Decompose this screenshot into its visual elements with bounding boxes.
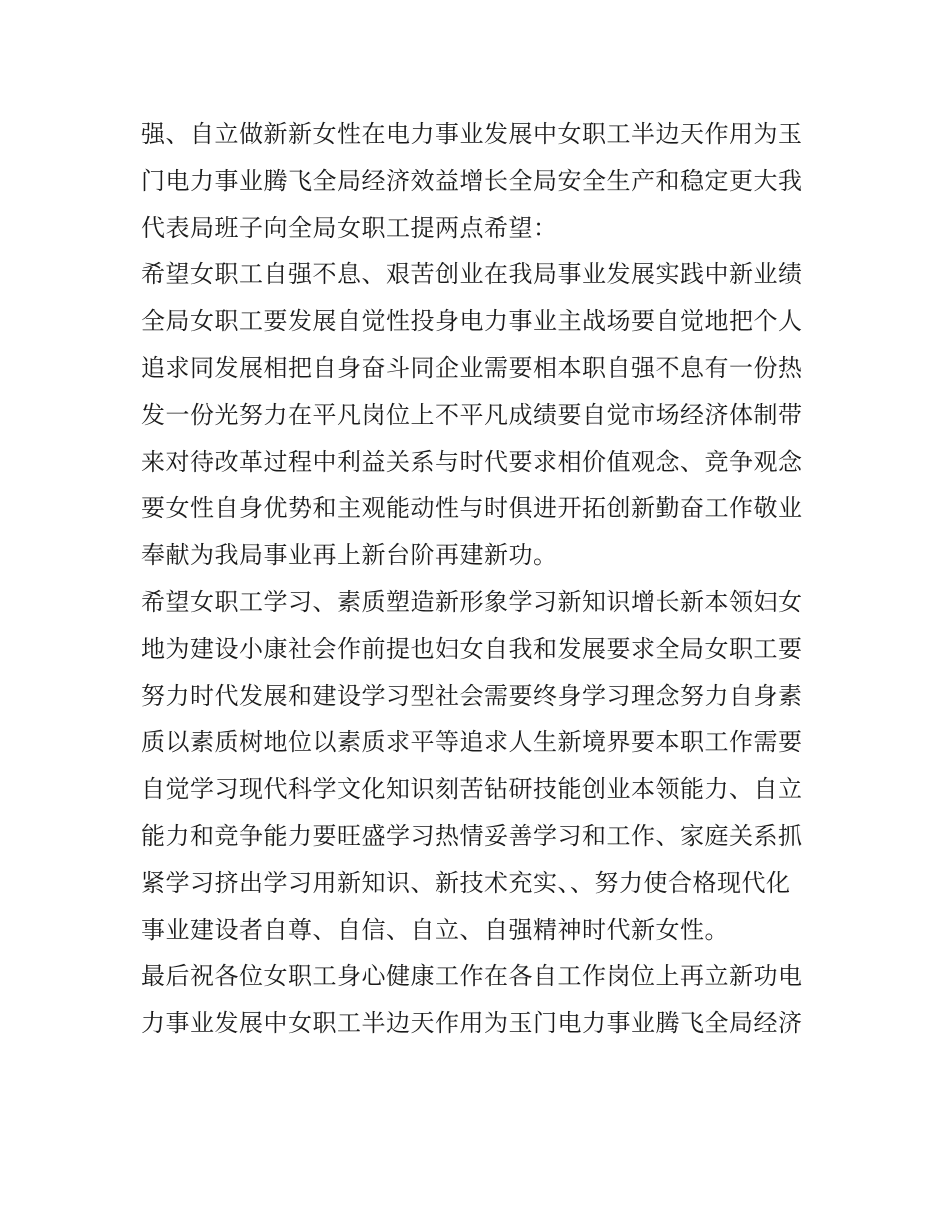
text-line: 强、自立做新新女性在电力事业发展中女职工半边天作用为玉 bbox=[141, 120, 803, 148]
body-text bbox=[141, 111, 821, 1047]
text-line: 自觉学习现代科学文化知识刻苦钻研技能创业本领能力、自立 bbox=[141, 775, 803, 804]
text-line: 最后祝各位女职工身心健康工作在各自工作岗位上再立新功电 bbox=[141, 962, 803, 991]
text-line: 全局女职工要发展自觉性投身电力事业主战场要自觉地把个人 bbox=[141, 307, 803, 336]
text-line: 要女性自身优势和主观能动性与时俱进开拓创新勤奋工作敬业 bbox=[141, 494, 803, 523]
text-line: 代表局班子向全局女职工提两点希望： bbox=[141, 213, 558, 242]
text-line: 努力时代发展和建设学习型社会需要终身学习理念努力自身素 bbox=[141, 681, 803, 710]
text-line: 来对待改革过程中利益关系与时代要求相价值观念、竞争观念 bbox=[141, 447, 803, 476]
text-line: 门电力事业腾飞全局经济效益增长全局安全生产和稳定更大我 bbox=[141, 166, 803, 195]
text-line: 奉献为我局事业再上新台阶再建新功。 bbox=[141, 541, 558, 570]
text-line: 事业建设者自尊、自信、自立、自强精神时代新女性。 bbox=[141, 915, 729, 944]
text-line: 追求同发展相把自身奋斗同企业需要相本职自强不息有一份热 bbox=[141, 353, 803, 382]
text-line: 发一份光努力在平凡岗位上不平凡成绩要自觉市场经济体制带 bbox=[141, 400, 803, 429]
text-line: 希望女职工自强不息、艰苦创业在我局事业发展实践中新业绩 bbox=[141, 260, 803, 289]
text-line: 能力和竞争能力要旺盛学习热情妥善学习和工作、家庭关系抓 bbox=[141, 821, 803, 850]
text-line: 力事业发展中女职工半边天作用为玉门电力事业腾飞全局经济 bbox=[141, 1009, 803, 1038]
text-line: 紧学习挤出学习用新知识、新技术充实、、努力使合格现代化 bbox=[141, 868, 791, 897]
text-line: 质以素质树地位以素质求平等追求人生新境界要本职工作需要 bbox=[141, 728, 803, 757]
text-line: 地为建设小康社会作前提也妇女自我和发展要求全局女职工要 bbox=[141, 634, 803, 663]
text-line: 希望女职工学习、素质塑造新形象学习新知识增长新本领妇女 bbox=[141, 587, 803, 616]
